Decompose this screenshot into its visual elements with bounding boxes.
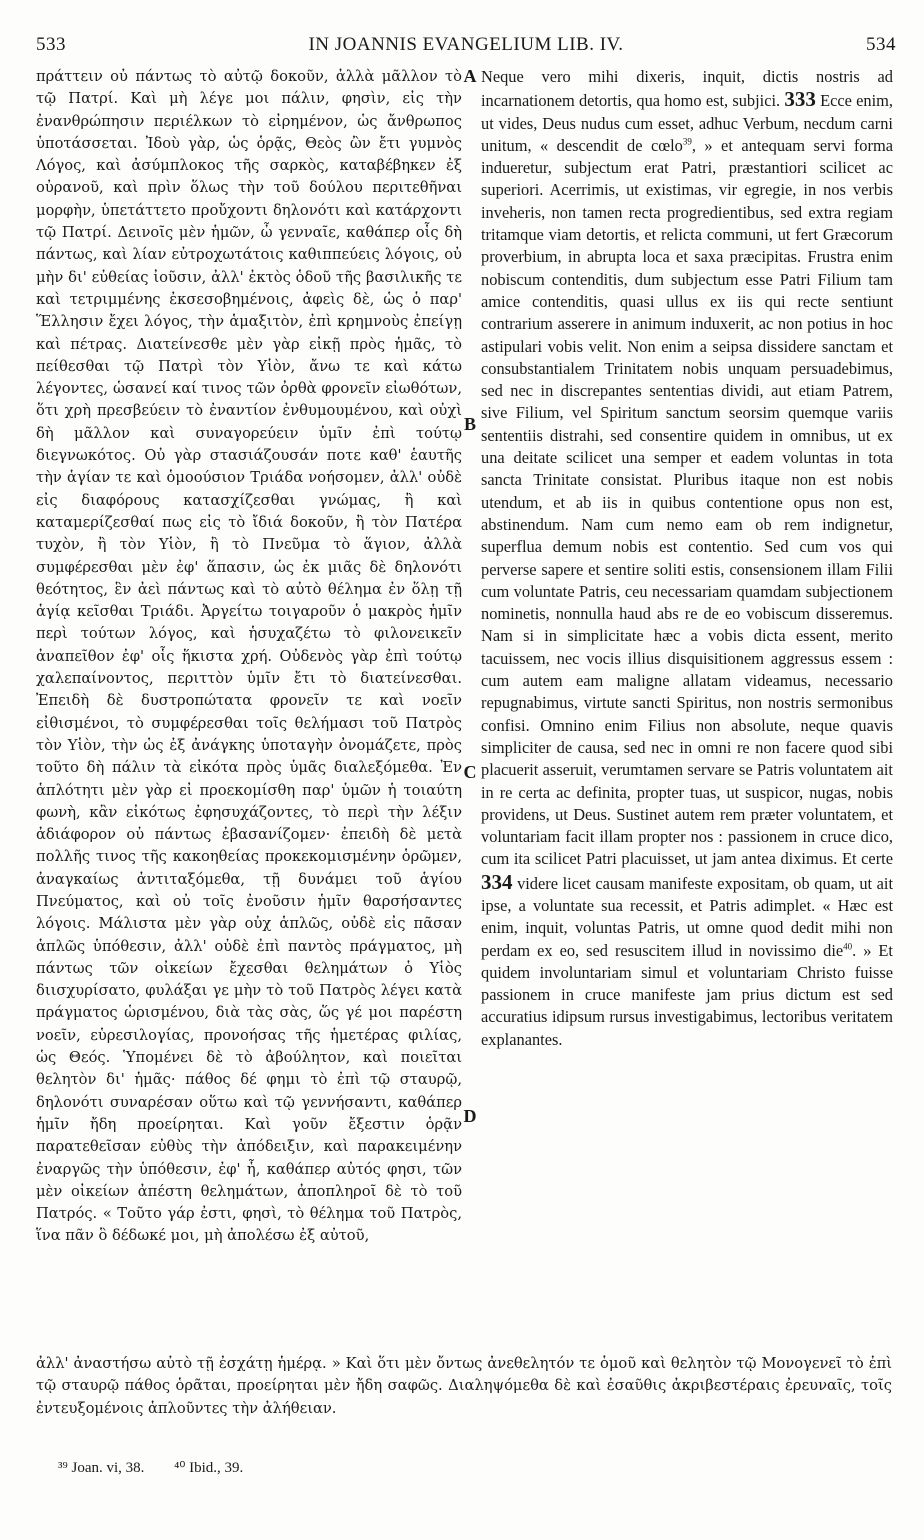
latin-segment: videre licet causam manifeste expositam, ob quam, ut ait ipse, a voluntate sua recessit, et Patris adimplet. « Hæc est enim, inquit, voluntas Patris, ut omne quod dedit mihi non perdam ex eo, sed resuscitem illud in novissimo die: [481, 873, 893, 960]
latin-segment: Ecce enim, ut vides, Deus nudus cum esset, adhuc Verbum, necdum carni unitum, « descendit de cœlo: [481, 91, 894, 155]
page-header: [36, 34, 896, 60]
greek-column: [36, 66, 462, 1248]
footnote-39: ³⁹ Joan. vi, 38.: [58, 1460, 145, 1476]
latin-segment: , » et antequam servi forma indueretur, subjectum erat Patri, præstantiori scilicet ac superiori. Acerrimis, ut existimas, vir egregie, in nos verbis inveheris, non tamen recta progredientibus, sed extra regiam tritamque viam detortis, et relicta communi, ut fert Græcorum proverbium, in abrupta loca et saxa præcipitas. Frustra enim nobiscum contenditis, dum subjectum esse Patri Filium tam amice contenditis, quasi ullus ex iis qui recte sentiunt contrarium asserere in animum induxerit, ac non potius in hoc astipulari vobis velit. Non enim a seipsa dissidere sanctam et consubstantialem Trinitatem nobis unquam persuadebimus, sed nec in discrepantes sententias dividi, aut etiam Patrem, sive Filium, vel Spiritum sanctum seorsim quemque variis sententiis distrahi, sed consentire quidem in omnibus, ut ex una deitate scilicet una semper et eadem voluntas in tota sancta Trinitate consistat. Pluribus itaque non est nobis utendum, et ab iis in quibus contentione opus non est, abstinendum. Nam cum nemo eam ob rem indignetur, superflua demum nobis est contentio. Sed cum vos qui perverse sapere et sentire soliti estis, consensionem illam Filii cum voluntate Patris, ceu necessariam quamdam subjectionem nominetis, nonnulla haud abs re de eo vobiscum disseremus. Nam si in simplicitate hæc a vobis dicta essent, merito tacuissem, nec vocis illius disquisitionem aggressus essem : cum autem eam maligne allatam videamus, necessario repugnabimus, virtute sancti Spiritus, non nostris sermonibus confisi. Omnino enim Filius non absolute, neque quavis simpliciter de causa, sed nec in omni re non facere quod sibi placuerit asseruit, verumtamen servare se Patris voluntatem ait in re certa ac definita, propter tuas, ut suspicor, nugas, nobis providens, ut Deus. Sustinet autem rem præter voluntatem, et voluntariam facit illam propter nos : passionem in cruce dico, cum ita scilicet Patri placuisset, ut jam antea diximus. Et certe: [481, 135, 893, 869]
running-title: IN JOANNIS EVANGELIUM LIB. IV.: [308, 34, 624, 55]
latin-segment: . » Et quidem involuntariam simul et voluntariam Christo fuisse passionem in cruce manifeste jam prius dictum est sed accuratius idipsum rursus investigabimus, lectoribus veritatem explanantes.: [481, 940, 893, 1049]
footnote-ref-39: 39: [682, 136, 692, 147]
greek-full-width-text: ἀλλ' ἀναστήσω αὐτὸ τῇ ἐσχάτῃ ἡμέρᾳ. » Καὶ ὅτι μὲν ὄντως ἀνεθελητόν τε ὁμοῦ καὶ θελητὸν τῷ Μονογενεῖ τὸ ἐπὶ τῷ σταυρῷ πάθος ὁρᾶται, προείρηται μὲν ἤδη σαφῶς. Διαληψόμεθα δὲ καὶ ἐσαῦθις ἀκριβεστέραις ἐρευναῖς, τοῖς ἐντευξομένοις ἁπλοῦντες τὴν ἀλήθειαν.: [36, 1355, 892, 1417]
footnote-ref-40: 40: [843, 941, 853, 952]
footnote-40: ⁴⁰ Ibid., 39.: [174, 1460, 244, 1476]
section-marker-b: B: [463, 414, 476, 434]
page-number-left: 533: [36, 34, 66, 55]
latin-segment: Neque vero mihi dixeris, inquit, dictis nostris ad incarnationem detortis, qua homo est, subjici.: [481, 67, 893, 111]
latin-text: [481, 66, 893, 1051]
latin-column: [481, 66, 893, 1051]
column-number-334: 334: [481, 869, 513, 894]
greek-text: πράττειν οὐ πάντως τὸ αὐτῷ δοκοῦν, ἀλλὰ μᾶλλον τὸ τῷ Πατρί. Καὶ μὴ λέγε μοι πάλιν, φησὶν, εἰς τὴν ἐνανθρώπησιν περιέλκων τὸ εἰρημένον, ὡς ἄνθρωπος ὑποτάσσεται. Ἰδοὺ γὰρ, ὡς ὁρᾷς, Θεὸς ὢν ἔτι γυμνὸς Λόγος, καὶ ἀσύμπλοκος τῆς σαρκὸς, καταβέβηκεν ἐξ οὐρανοῦ, καὶ πρὶν ὅλως τὴν τοῦ δούλου περιτεθῆναι μορφὴν, ὑπετάττετο προὔχοντι δηλονότι καὶ κατάρχοντι τῷ Πατρί. Δεινοῖς μὲν ἡμῶν, ὦ γενναῖε, καθάπερ οἷς δὴ πάντως, καὶ λίαν εὐτροχωτάτοις καθιππεύεις λόγοις, οὐ μὴν δι' εὐθείας ἰοῦσιν, ἀλλ' ἐκτὸς ὁδοῦ τῆς βασιλικῆς τε καὶ τετριμμένης ἐκσεσοβημένοις, ἀφεὶς δὲ, ὡς ὁ παρ' Ἕλλησιν ἔχει λόγος, τὴν ἁμαξιτὸν, ἐπὶ κρημνοὺς ἐπείγῃ καὶ πέτρας. Διατείνεσθε μὲν γὰρ εἰκῇ πρὸς ἡμᾶς, τὸ πείθεσθαι τῷ Πατρὶ τὸν Υἱὸν, ἄνω τε καὶ κάτω λέγοντες, ὡσανεί καί τινος τῶν ὀρθὰ φρονεῖν εἰωθότων, ὅτι χρὴ πρεσβεύειν τὸ ἐναντίον ἐνθυμουμένου, καὶ οὐχὶ δὴ μᾶλλον καὶ συναγορεύειν ὑμῖν ἐπὶ τούτῳ διεγνωκότος. Οὐ γὰρ στασιάζουσάν ποτε καθ' ἑαυτῆς τὴν ἁγίαν τε καὶ ὁμοούσιον Τριάδα νοήσομεν, ἀλλ' οὐδὲ εἰς διαφόρους κατασχίζεσθαι γνώμας, ἢ καὶ καταμερίζεσθαί πως εἰς τὸ ἴδιά δοκοῦν, ἢ τὸν Πατέρα τυχὸν, ἢ τὸν Υἱὸν, ἢ τὸ Πνεῦμα τὸ ἅγιον, ἀλλὰ συμφέρεσθαι μὲν ἐφ' ἅπασιν, ὡς ἐκ μιᾶς δὲ δηλονότι θεότητος, ἓν ἀεὶ πάντως καὶ τὸ αὐτὸ θέλημα ἐν ὅλῃ τῇ ἁγίᾳ κεῖσθαι Τριάδι. Ἀργείτω τοιγαροῦν ὁ μακρὸς ἡμῖν περὶ τούτων λόγος, καὶ ἡσυχαζέτω τὸ φιλονεικεῖν ἀναπεῖθον ἐφ' οἷς ἥκιστα χρή. Οὐδενὸς γὰρ ἐπὶ τούτῳ χαλεπαίνοντος, περιττὸν ὑμῖν ἔτι τὸ διατείνεσθαι. Ἐπειδὴ δὲ δυστροπώτατα φρονεῖν τε καὶ νοεῖν εἰθισμένοι, τὸ συμφέρεσθαι τοῖς θελήμασι τοῦ Πατρὸς τὸν Υἱὸν, τὴν ὡς ἐξ ἀνάγκης ὑποταγὴν ὀνομάζετε, πρὸς τοῦτο δὴ πάλιν τὰ εἰκότα πρὸς ὑμᾶς διαλεξόμεθα. Ἐν ἁπλότητι μὲν γὰρ εἰ προεκομίσθη παρ' ὑμῶν ἡ τοιαύτη φωνὴ, κἂν εἰκότως ἐφησυχάζοντες, τὸ περὶ τὴν λέξιν ἀδιάφορον οὐ πάντως ἐβασανίζομεν· ἐπειδὴ δὲ μετὰ πολλῆς τινος τῆς κακοηθείας προκεκομισμένην ὁρῶμεν, ἀναγκαίως ἀντιταξόμεθα, τῇ δυνάμει τοῦ ἁγίου Πνεύματος, καὶ οὐ τοῖς ἐνοῦσιν ἡμῖν θαρσήσαντες λόγοις. Μάλιστα μὲν γὰρ οὐχ ἁπλῶς, οὐδὲ εἰς πᾶσαν ἁπλῶς ὑπόθεσιν, ἀλλ' οὐδὲ ἐπὶ παντὸς πράγματος, μὴ πάντως τῶν οἰκείων ἔχεσθαι θελημάτων ὁ Υἱὸς διισχυρίσατο, φυλάξαι γε μὴν τὸ τοῦ Πατρὸς λέγει κατὰ πράγματος ὡρισμένου, διὰ τὰς σὰς, ὥς γέ μοι παρέστη νοεῖν, εὑρεσιλογίας, προνοήσας τῆς ἡμετέρας φιλίας, ὡς Θεός. Ὑπομένει δὲ τὸ ἀβούλητον, καὶ ποιεῖται θελητὸν δι' ἡμᾶς· πάθος δέ φημι τὸ ἐπὶ τῷ σταυρῷ, δηλονότι συναρέσαν οὕτω καὶ τῷ γεννήσαντι, καθάπερ ἡμῖν ἤδη προείρηται. Καὶ γοῦν ἔξεστιν ὁρᾷν παρατεθεῖσαν εὐθὺς τὴν ἀπόδειξιν, καὶ παρακειμένην ἐναργῶς τὴν ὑπόθεσιν, ἐφ' ἧ, καθάπερ αὐτός φησι, τῶν μὲν οἰκείων ἀπέστη θελημάτων, ἀποπληροῖ δὲ τὸ τοῦ Πατρός. « Τοῦτο γάρ ἐστι, φησὶ, τὸ θέλημα τοῦ Πατρὸς, ἵνα πᾶν ὃ δέδωκέ μοι, μὴ ἀπολέσω ἐξ αὐτοῦ,: [36, 68, 462, 1245]
section-marker-c: C: [463, 762, 477, 782]
footnotes: [58, 1458, 658, 1477]
section-marker-d: D: [463, 1106, 477, 1126]
page-number-right: 534: [866, 34, 896, 55]
section-marker-a: A: [463, 66, 477, 86]
column-number-333: 333: [784, 87, 816, 112]
